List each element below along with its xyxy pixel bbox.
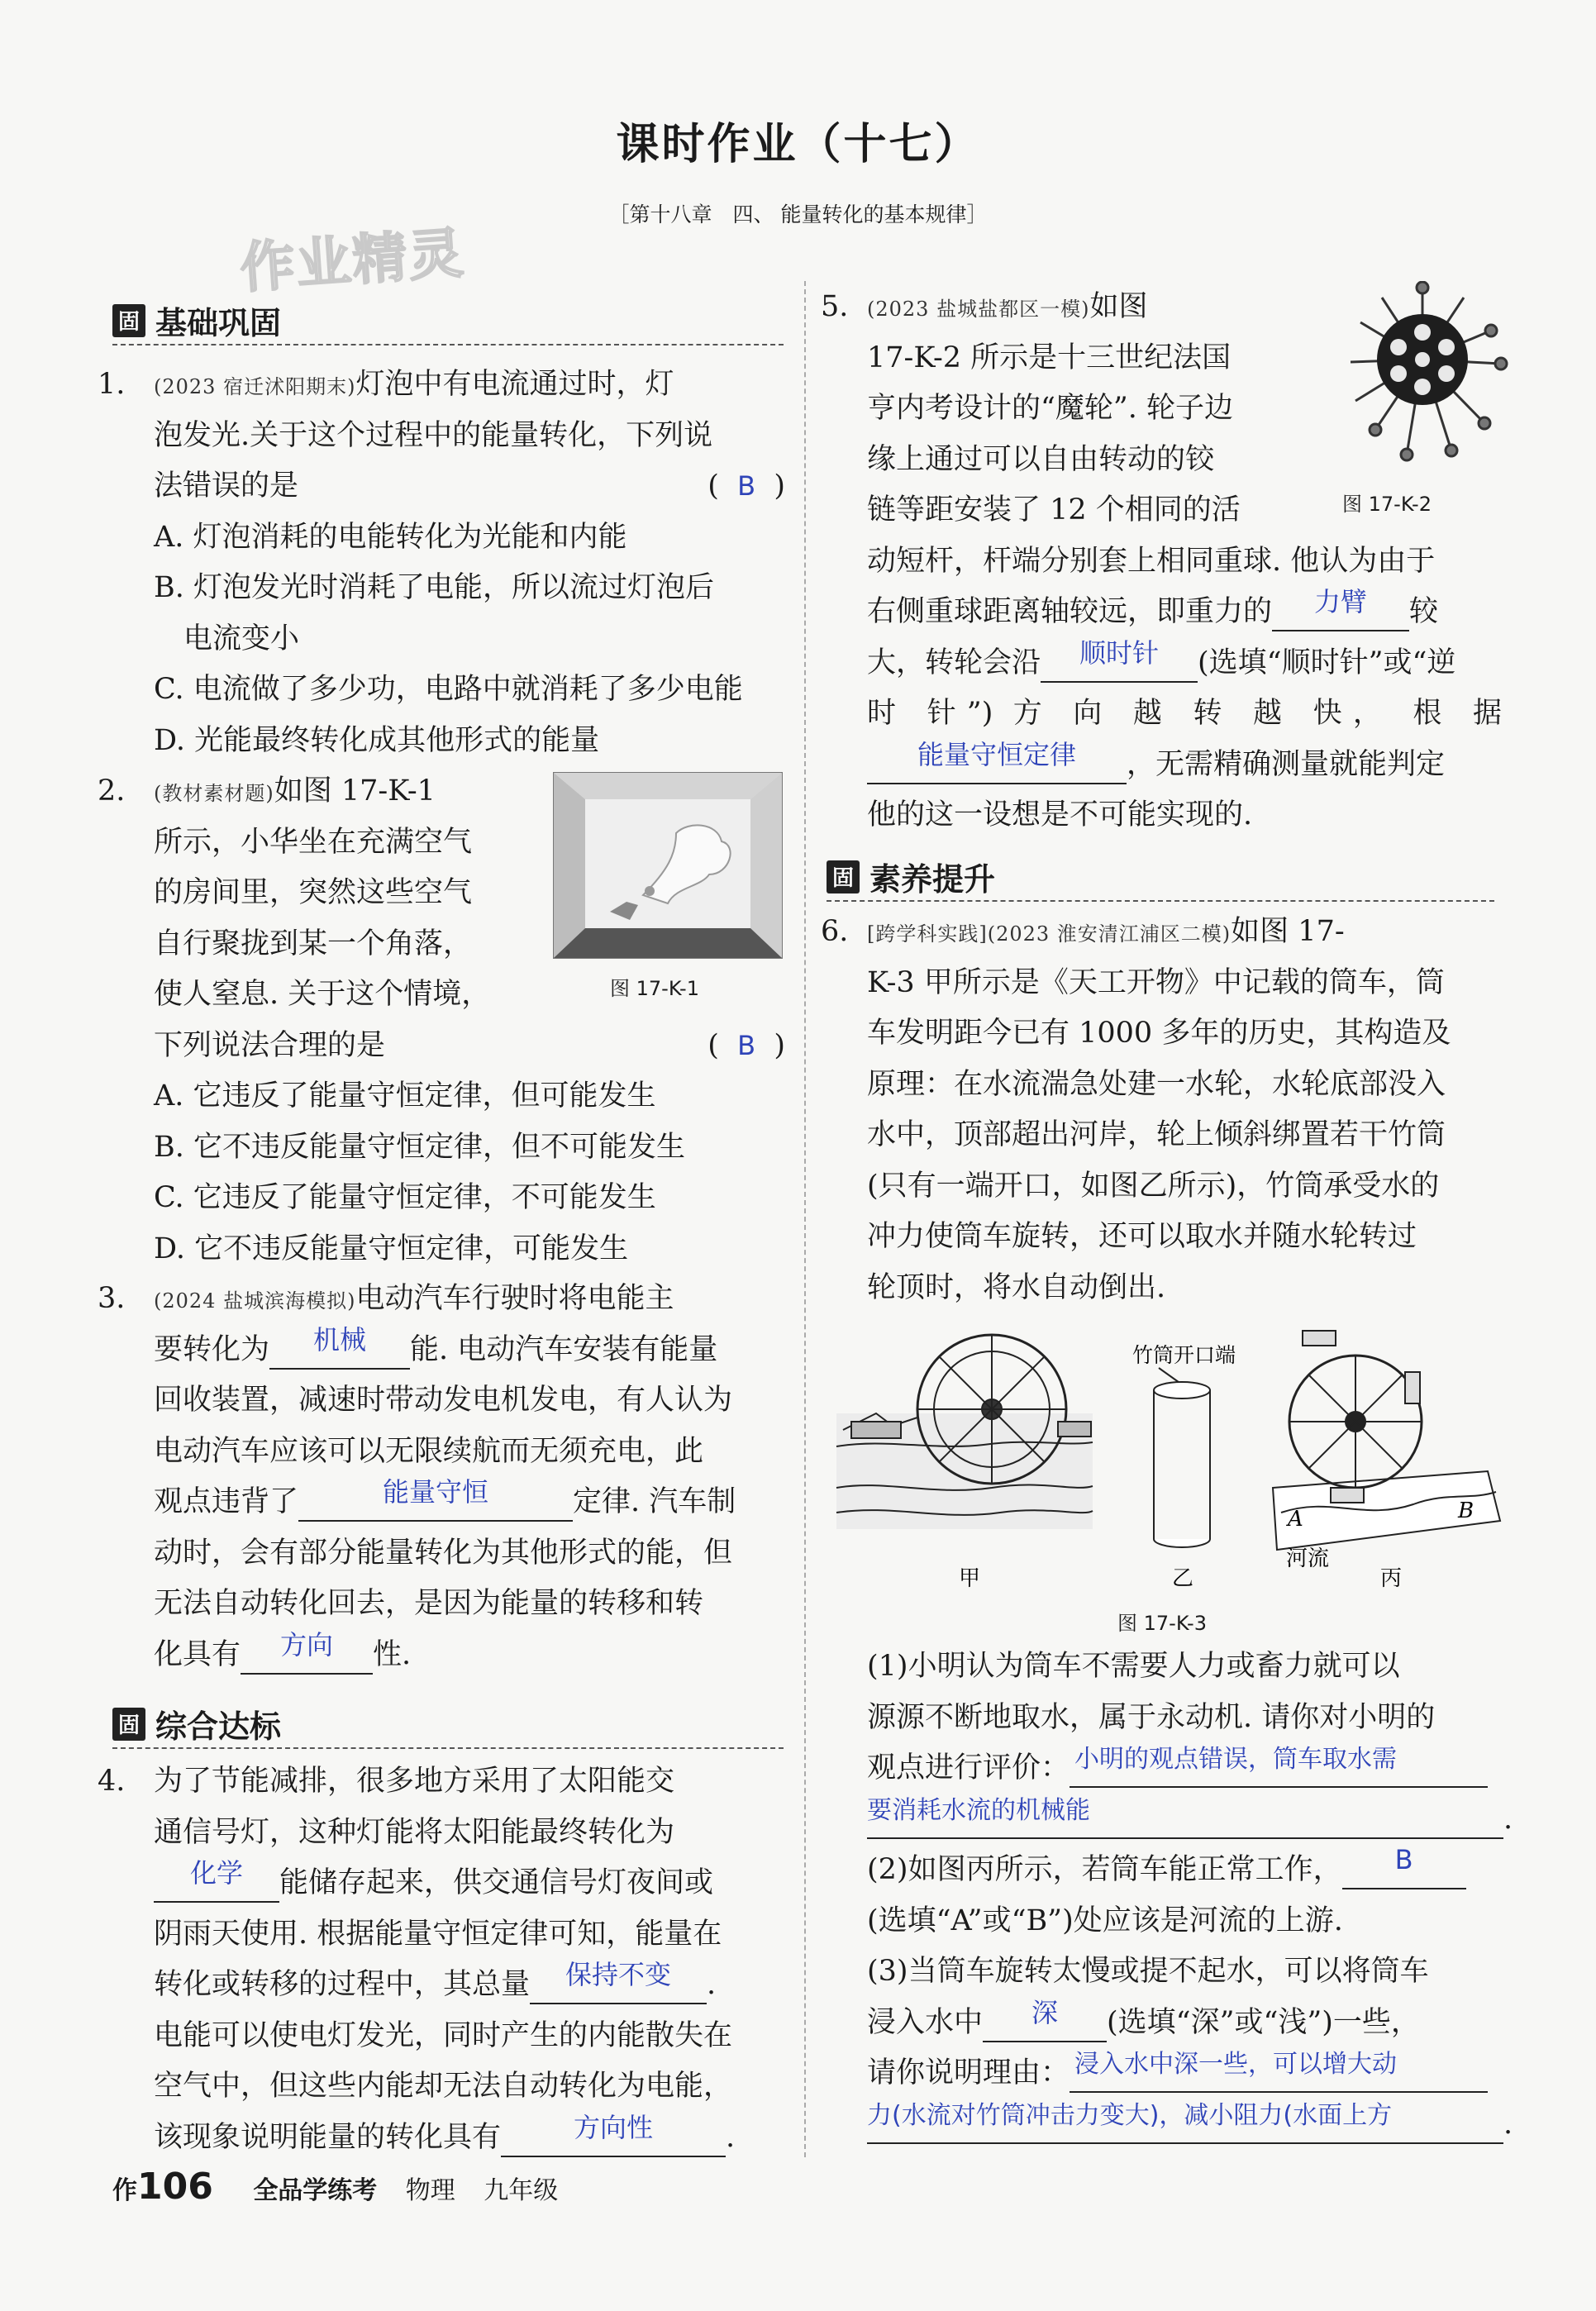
q2-option-b: B. 它不违反能量守恒定律，但不可能发生 [154,1130,685,1164]
q5-text-line: 动短杆，杆端分别套上相同重球. 他认为由于 [867,544,1436,578]
q3-blank-1 [269,1323,410,1370]
q3-number: 3. [98,1282,126,1315]
footer-subject: 物理 [405,2176,455,2205]
q3-text: 电动汽车行驶时将电能主 [355,1282,674,1315]
q5-text-line: 他的这一设想是不可能实现的. [867,798,1253,831]
figure-label-bing: 丙 [1380,1566,1403,1591]
q3-blank-2 [298,1476,573,1522]
q3-blank-3 [241,1628,373,1675]
q4-text: 能储存起来，供交通信号灯夜间或 [279,1866,714,1899]
q6-number: 6. [821,915,849,948]
q6-part1-text: 观点进行评价： [867,1751,1070,1784]
page-number: 106 [137,2166,213,2208]
q2-text-line: 的房间里，突然这些空气 [154,876,473,909]
q4-text-line: 阴雨天使用. 根据能量守恒定律可知，能量在 [154,1917,722,1951]
q4-text-line: 电能可以使电灯发光，同时产生的内能散失在 [154,2018,733,2052]
q1-source: (2023 宿迁沭阳期末) [154,375,356,398]
footer-book: 全品学练考 [253,2176,378,2205]
figure-label-jia: 甲 [959,1566,981,1591]
section-icon: 固 [112,304,145,337]
figure-17-k-1 [552,771,784,960]
q3-text: 化具有 [154,1637,241,1671]
q4-text-line: 通信号灯，这种灯能将太阳能最终转化为 [154,1815,675,1849]
q6-part1-blank [1070,1745,1488,1788]
q2-option-c: C. 它违反了能量守恒定律，不可能发生 [154,1181,656,1214]
q3-text: 要转化为 [154,1332,270,1366]
q5-text-line: 链等距安装了 12 个相同的活 [867,493,1241,527]
q4-text: . [726,2120,736,2154]
question-3 [98,1274,792,1680]
q2-text-line: 自行聚拢到某一个角落， [154,927,473,960]
q6-text-line: (只有一端开口，如图乙所示)，竹筒承受水的 [867,1169,1440,1203]
q6-part3-answer-3: 力(水流对竹筒冲击力变大)，减小阻力(水面上方 [867,2100,1393,2130]
q4-blank-1 [154,1857,279,1903]
q2-number: 2. [98,774,126,808]
q6-text-line: 原理：在水流湍急处建一水轮，水轮底部没入 [867,1067,1446,1101]
section-comprehensive-label: 综合达标 [155,1708,282,1745]
q6-part3-text: 请你说明理由： [867,2056,1070,2089]
section-improve-label: 素养提升 [869,861,996,898]
q2-text-line: 下列说法合理的是 [154,1028,386,1062]
q3-text: 定律. 汽车制 [573,1485,736,1518]
q4-number: 4. [98,1765,126,1798]
q4-blank-3 [501,2111,726,2157]
q6-part3-text: 浸入水中 [867,2005,984,2039]
q4-text: 为了节能减排，很多地方采用了太阳能交 [154,1765,675,1798]
q5-text: (选填“顺时针”或“逆 [1198,646,1456,679]
section-comprehensive-heading [112,1701,281,1746]
figure-river-label: 河流 [1286,1546,1330,1571]
section-improve-heading [827,854,995,899]
q2-source: (教材素材题) [154,782,274,805]
q5-text-line: 时 针”) 方 向 越 转 越 快， 根 据 [867,697,1502,730]
q3-text-line: 无法自动转化回去，是因为能量的转移和转 [154,1587,704,1620]
q3-text-line: 电动汽车应该可以无限续航而无须充电，此 [154,1434,704,1468]
page-footer [112,2166,558,2208]
figure-17-k-2 [1327,281,1517,479]
q5-blank-2 [1041,636,1198,683]
q2-text-line: 使人窒息. 关于这个情境， [154,978,491,1011]
q5-number: 5. [821,290,849,323]
q6-part2-blank [1342,1844,1466,1889]
q3-text: 观点违背了 [154,1485,299,1518]
q5-answer-2: 顺时针 [1079,636,1160,669]
q1-option-b-cont: 电流变小 [183,622,300,655]
page-title: 课时作业（十七） [616,120,980,169]
q4-text: . [707,1968,717,2001]
q5-text: 如图 [1089,290,1148,323]
q1-text: 灯泡中有电流通过时，灯 [355,368,674,401]
figure-17-k-3 [835,1322,1513,1595]
q3-source: (2024 盐城滨海模拟) [154,1289,356,1313]
q4-text: 转化或转移的过程中，其总量 [154,1968,531,2001]
q6-part3-blank-2 [1070,2050,1488,2093]
q5-text: ，无需精确测量就能判定 [1127,747,1446,781]
q1-option-c: C. 电流做了多少功，电路中就消耗了多少电能 [154,673,743,706]
q2-option-d: D. 它不违反能量守恒定律，可能发生 [154,1232,629,1265]
q6-part2-text: (2)如图丙所示，若筒车能正常工作， [867,1853,1342,1886]
figure-yi-tube [1154,1368,1210,1547]
q4-answer-1: 化学 [189,1857,243,1889]
section-icon: 固 [112,1708,145,1741]
q6-part3-answer-1: 深 [1031,1996,1059,2028]
section-divider [112,344,784,345]
q3-answer-2: 能量守恒 [383,1476,489,1508]
q5-text-line: 17-K-2 所示是十三世纪法国 [867,341,1232,374]
figure-17-k-1-caption: 图 17-K-1 [610,977,699,1000]
figure-17-k-3-caption: 图 17-K-3 [1117,1612,1207,1635]
footer-grade: 九年级 [484,2176,559,2205]
q5-blank-1 [1272,586,1409,631]
section-divider [827,900,1494,902]
q6-part1-answer: 小明的观点错误，筒车取水需 [1074,1745,1398,1774]
q1-text-line: 法错误的是 [154,469,299,503]
q6-text-line: K-3 甲所示是《天工开物》中记载的筒车，筒 [867,965,1445,999]
figure-point-a: A [1288,1507,1303,1532]
question-6-parts: (1)小明认为筒车不需要人力或畜力就可以 源源不断地取水，属于永动机. 请你对小明的 观点进行评价： 小明的观点错误，筒车取水需 要消耗水流的机械能 . (2)如图丙所示，若筒车能正常工作， B (选填“A”或“B”)处应该是河流的上游. (3)当筒车旋转太慢或提不起水，可以将筒车 浸入水中 深 (选填“深”或“浅”)一些， 请你说明理由： 浸入水中深一些，可以增大动 力(水流对竹筒冲击力变大)，减小阻力(水面上方 . [867,1642,1520,2150]
q3-text: 性. [373,1637,412,1671]
q2-answer: B [737,1029,756,1061]
q6-text: 如图 17- [1231,915,1345,948]
q6-part3-text: (3)当筒车旋转太慢或提不起水，可以将筒车 [867,1955,1429,1988]
q4-answer-2: 保持不变 [565,1959,672,1990]
q6-source: [跨学科实践](2023 淮安清江浦区二模) [867,922,1232,946]
q6-part3-answer-2: 浸入水中深一些，可以增大动 [1074,2050,1398,2079]
question-4 [98,1756,792,2163]
q5-answer-3: 能量守恒定律 [917,738,1076,770]
q6-part3-blank-cont [867,2100,1503,2144]
q4-blank-2 [530,1959,707,2004]
q1-option-a: A. 灯泡消耗的电能转化为光能和内能 [154,520,627,554]
column-divider [804,281,806,2157]
q5-text: 右侧重球距离轴较远，即重力的 [867,595,1273,628]
footer-prefix: 作 [112,2176,137,2205]
q1-number: 1. [98,368,126,401]
q6-part2-answer: B [1394,1844,1413,1875]
q3-text-line: 动时，会有部分能量转化为其他形式的能，但 [154,1536,733,1570]
q6-part1-blank-cont [867,1795,1503,1839]
figure-point-b: B [1458,1499,1475,1523]
q6-text-line: 冲力使筒车旋转，还可以取水并随水轮转过 [867,1220,1417,1253]
q6-part2-text: (选填“A”或“B”)处应该是河流的上游. [867,1904,1343,1937]
q6-text-line: 水中，顶部超出河岸，轮上倾斜绑置若干竹筒 [867,1118,1446,1151]
q3-answer-1: 机械 [313,1323,367,1356]
q5-source: (2023 盐城盐都区一模) [867,298,1090,321]
figure-label-tube-opening: 竹筒开口端 [1132,1343,1236,1367]
q2-text: 如图 17-K-1 [274,774,436,808]
q5-text: 较 [1409,595,1439,628]
q2-answer-box: ( B ) [707,1028,785,1062]
q6-part1-answer-cont: 要消耗水流的机械能 [867,1795,1090,1825]
section-basic-heading [112,298,281,343]
watermark: 作业精灵 [238,221,467,301]
figure-17-k-2-caption: 图 17-K-2 [1342,493,1432,516]
q5-blank-3 [867,738,1127,784]
section-basic-label: 基础巩固 [155,305,282,341]
figure-label-yi: 乙 [1172,1566,1194,1591]
q6-text-line: 轮顶时，将水自动倒出. [867,1270,1166,1304]
q3-text-line: 回收装置，减速时带动发电机发电，有人认为 [154,1384,733,1417]
q1-option-b: B. 灯泡发光时消耗了电能，所以流过灯泡后 [154,571,714,604]
q4-answer-3: 方向性 [574,2111,654,2143]
q6-text-line: 车发明距今已有 1000 多年的历史，其构造及 [867,1017,1451,1050]
question-1 [98,360,792,766]
q5-text-line: 缘上通过可以自由转动的铰 [867,442,1215,476]
section-divider [112,1747,784,1749]
q5-answer-1: 力臂 [1314,586,1368,617]
q4-text-line: 空气中，但这些内能却无法自动转化为电能， [154,2070,733,2103]
question-6 [821,907,1515,1313]
q6-part1-text: (1)小明认为筒车不需要人力或畜力就可以 [867,1650,1400,1683]
q1-answer-box: ( B ) [707,469,785,503]
q5-text-line: 亨内考设计的“魔轮”. 轮子边 [867,392,1234,425]
q1-option-d: D. 光能最终转化成其他形式的能量 [154,723,600,757]
q5-text: 大，转轮会沿 [867,646,1041,679]
q6-part3-text: (选填“深”或“浅”)一些， [1107,2005,1420,2039]
q1-text-line: 泡发光.关于这个过程中的能量转化，下列说 [154,418,713,452]
q6-part3-blank-1 [983,1996,1107,2042]
q2-text-line: 所示，小华坐在充满空气 [154,825,473,859]
chapter-subtitle: ［第十八章 四、 能量转化的基本规律］ [608,203,988,226]
figure-jia-waterwheel [836,1335,1093,1529]
q4-text: 该现象说明能量的转化具有 [154,2120,502,2154]
q1-answer: B [737,470,756,502]
q3-answer-3: 方向 [280,1628,334,1661]
section-icon: 固 [827,860,860,893]
q2-option-a: A. 它违反了能量守恒定律，但可能发生 [154,1079,656,1113]
q3-text: 能. 电动汽车安装有能量 [410,1332,718,1366]
q6-part1-text: 源源不断地取水，属于永动机. 请你对小明的 [867,1700,1436,1734]
